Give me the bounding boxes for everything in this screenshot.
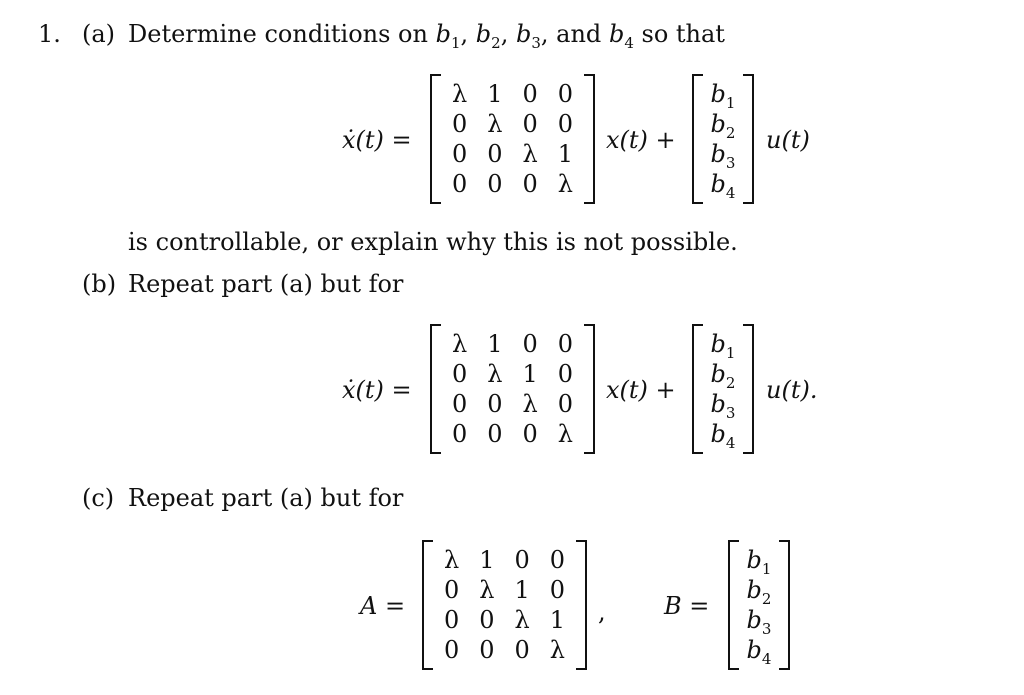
- matrix-entry: 0: [451, 360, 468, 388]
- left-bracket: [422, 540, 433, 670]
- matrix-entry: 0: [479, 606, 495, 634]
- eq-b-rhs: u(t).: [766, 376, 818, 404]
- matrix-entry: 0: [487, 390, 503, 418]
- part-b-text: Repeat part (a) but for: [128, 270, 404, 298]
- vector-entry: $b_2$: [746, 576, 772, 608]
- matrix-entry: 0: [479, 636, 495, 664]
- left-bracket: [430, 74, 441, 204]
- matrix-entry: λ: [522, 390, 538, 418]
- eq-c-comma: ,: [598, 598, 606, 626]
- right-bracket: [779, 540, 790, 670]
- left-bracket: [692, 74, 703, 204]
- part-a-heading: Determine conditions on $b_1$, $b_2$, $b_3$, and $b_4$ so that: [128, 20, 725, 52]
- left-bracket: [692, 324, 703, 454]
- matrix-entry: 0: [443, 606, 460, 634]
- vector-b-c: [728, 540, 790, 670]
- matrix-entry: 0: [487, 170, 503, 198]
- matrix-entry: λ: [479, 576, 495, 604]
- matrix-entry: λ: [549, 636, 565, 664]
- matrix-entry: 0: [549, 546, 566, 574]
- matrix-entry: 1: [557, 140, 574, 168]
- vector-entry: $b_4$: [710, 170, 736, 202]
- part-a-label: (a): [82, 20, 116, 48]
- matrix-entry: 0: [522, 330, 538, 358]
- matrix-entry: 0: [557, 80, 574, 108]
- matrix-entry: 1: [487, 330, 503, 358]
- so-that: so that: [641, 20, 725, 48]
- matrix-entry: 0: [451, 420, 468, 448]
- matrix-entry: λ: [444, 546, 460, 574]
- eq-a-lhs: ẋ(t) =: [342, 126, 412, 154]
- matrix-entry: 0: [487, 420, 503, 448]
- var-b2: $b_2$: [475, 20, 501, 52]
- matrix-a: [430, 74, 595, 204]
- matrix-entry: 0: [557, 360, 574, 388]
- part-c-text: Repeat part (a) but for: [128, 484, 404, 512]
- right-bracket: [576, 540, 587, 670]
- matrix-entry: 0: [514, 636, 530, 664]
- eq-b-lhs: ẋ(t) =: [342, 376, 412, 404]
- matrix-entry: 1: [487, 80, 503, 108]
- left-bracket: [430, 324, 441, 454]
- right-bracket: [743, 324, 754, 454]
- matrix-entry: 0: [451, 170, 468, 198]
- matrix-entry: 0: [443, 576, 460, 604]
- matrix-entry: 0: [443, 636, 460, 664]
- eq-a-mid: x(t) +: [606, 126, 676, 154]
- vector-entry: $b_3$: [746, 606, 772, 638]
- part-c-label: (c): [82, 484, 115, 512]
- part-a-conclusion: is controllable, or explain why this is not possible.: [128, 228, 738, 256]
- matrix-entry: 1: [522, 360, 538, 388]
- matrix-entry: 0: [487, 140, 503, 168]
- matrix-entry: λ: [514, 606, 530, 634]
- matrix-entry: 0: [557, 110, 574, 138]
- matrix-entry: 0: [451, 140, 468, 168]
- matrix-entry: 0: [451, 390, 468, 418]
- and-word: and: [556, 20, 602, 48]
- matrix-entry: λ: [487, 110, 503, 138]
- var-b4: $b_4$: [608, 20, 634, 52]
- vector-entry: $b_1$: [710, 330, 736, 362]
- matrix-entry: 0: [514, 546, 530, 574]
- matrix-entry: 0: [522, 170, 538, 198]
- right-bracket: [743, 74, 754, 204]
- matrix-entry: λ: [557, 420, 573, 448]
- matrix-entry: 0: [557, 330, 574, 358]
- matrix-entry: λ: [557, 170, 573, 198]
- part-b-label: (b): [82, 270, 117, 298]
- matrix-entry: 0: [549, 576, 566, 604]
- eq-c-a-lhs: A =: [360, 592, 406, 620]
- matrix-entry: 0: [451, 110, 468, 138]
- vector-entry: $b_3$: [710, 390, 736, 422]
- vector-b-a: [692, 74, 754, 204]
- vector-entry: $b_1$: [746, 546, 772, 578]
- matrix-b: [430, 324, 595, 454]
- vector-entry: $b_3$: [710, 140, 736, 172]
- matrix-entry: 1: [514, 576, 530, 604]
- matrix-entry: 1: [479, 546, 495, 574]
- var-b1: $b_1$: [435, 20, 461, 52]
- vector-b-b: [692, 324, 754, 454]
- matrix-entry: 0: [522, 420, 538, 448]
- vector-entry: $b_2$: [710, 360, 736, 392]
- vector-entry: $b_4$: [710, 420, 736, 452]
- matrix-entry: λ: [452, 330, 468, 358]
- matrix-entry: λ: [452, 80, 468, 108]
- matrix-entry: λ: [487, 360, 503, 388]
- left-bracket: [728, 540, 739, 670]
- right-bracket: [584, 324, 595, 454]
- vector-entry: $b_2$: [710, 110, 736, 142]
- eq-b-mid: x(t) +: [606, 376, 676, 404]
- matrix-entry: 0: [522, 80, 538, 108]
- part-a-text: Determine conditions on: [128, 20, 428, 48]
- vector-entry: $b_4$: [746, 636, 772, 668]
- matrix-c: [422, 540, 587, 670]
- var-b3: $b_3$: [515, 20, 541, 52]
- matrix-entry: λ: [522, 140, 538, 168]
- problem-number: 1.: [38, 20, 61, 48]
- matrix-entry: 0: [557, 390, 574, 418]
- eq-c-b-lhs: B =: [664, 592, 710, 620]
- matrix-entry: 0: [522, 110, 538, 138]
- vector-entry: $b_1$: [710, 80, 736, 112]
- right-bracket: [584, 74, 595, 204]
- eq-a-rhs: u(t): [766, 126, 810, 154]
- matrix-entry: 1: [549, 606, 566, 634]
